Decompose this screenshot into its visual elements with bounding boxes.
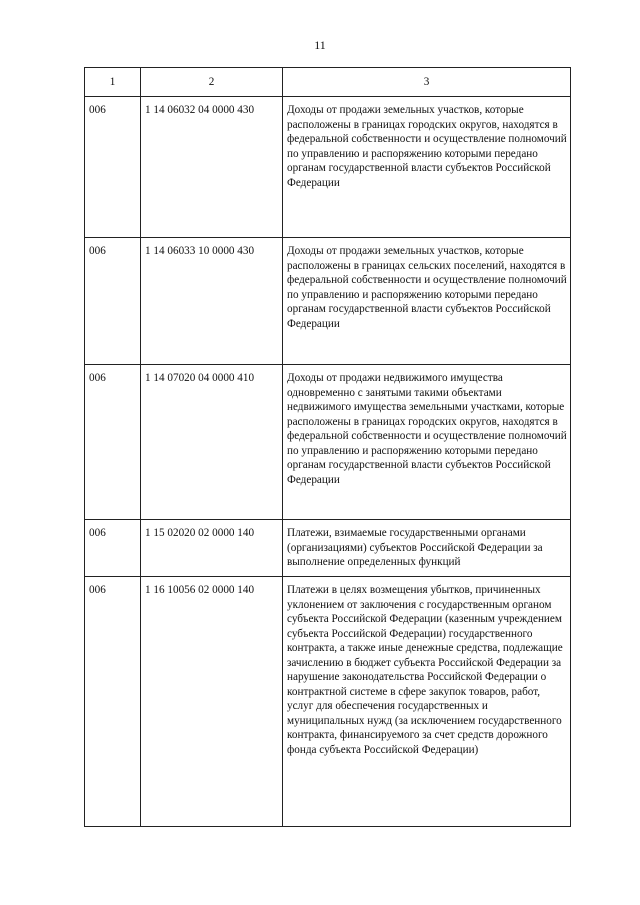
description-cell: Платежи, взимаемые государственными органами (организациями) субъектов Российской Федерации за выполнение определенных функций <box>283 520 571 577</box>
description-cell: Доходы от продажи земельных участков, которые расположены в границах городских округов, находятся в федеральной собственности и осуществление полномочий по управлению и распоряжению которыми передано органам государственной власти субъектов Российской Федерации <box>283 97 571 238</box>
header-col-2: 2 <box>141 68 283 97</box>
table-row <box>85 365 571 520</box>
table-header-row <box>85 68 571 97</box>
admin-code-cell: 006 <box>85 520 141 577</box>
budget-code-cell: 1 15 02020 02 0000 140 <box>141 520 283 577</box>
admin-code-cell: 006 <box>85 577 141 827</box>
description-cell: Доходы от продажи земельных участков, которые расположены в границах сельских поселений, находятся в федеральной собственности и осуществление полномочий по управлению и распоряжению которыми передано органам государственной власти субъектов Российской Федерации <box>283 238 571 365</box>
table-row <box>85 97 571 238</box>
admin-code-cell: 006 <box>85 238 141 365</box>
header-col-3: 3 <box>283 68 571 97</box>
table-row <box>85 520 571 577</box>
budget-code-cell: 1 14 07020 04 0000 410 <box>141 365 283 520</box>
budget-code-cell: 1 14 06033 10 0000 430 <box>141 238 283 365</box>
page-number: 11 <box>314 38 326 52</box>
table-row <box>85 577 571 827</box>
description-cell: Доходы от продажи недвижимого имущества одновременно с занятыми такими объектами недвижимого имущества земельными участками, которые расположены в границах городских округов, находятся в федеральной собственности и осуществление полномочий по управлению и распоряжению которыми передано органам государственной власти субъектов Российской Федерации <box>283 365 571 520</box>
admin-code-cell: 006 <box>85 97 141 238</box>
admin-code-cell: 006 <box>85 365 141 520</box>
revenue-codes-table <box>84 67 571 827</box>
description-cell: Платежи в целях возмещения убытков, причиненных уклонением от заключения с государственным органом субъекта Российской Федерации (казенным учреждением субъекта Российской Федерации) государственного контракта, а также иные денежные средства, подлежащие зачислению в бюджет субъекта Российской Федерации за нарушение законодательства Российской Федерации о контрактной системе в сфере закупок товаров, работ, услуг для обеспечения государственных и муниципальных нужд (за исключением государственного контракта, финансируемого за счет средств дорожного фонда субъекта Российской Федерации) <box>283 577 571 827</box>
header-col-1: 1 <box>85 68 141 97</box>
budget-code-cell: 1 16 10056 02 0000 140 <box>141 577 283 827</box>
table-row <box>85 238 571 365</box>
budget-code-cell: 1 14 06032 04 0000 430 <box>141 97 283 238</box>
